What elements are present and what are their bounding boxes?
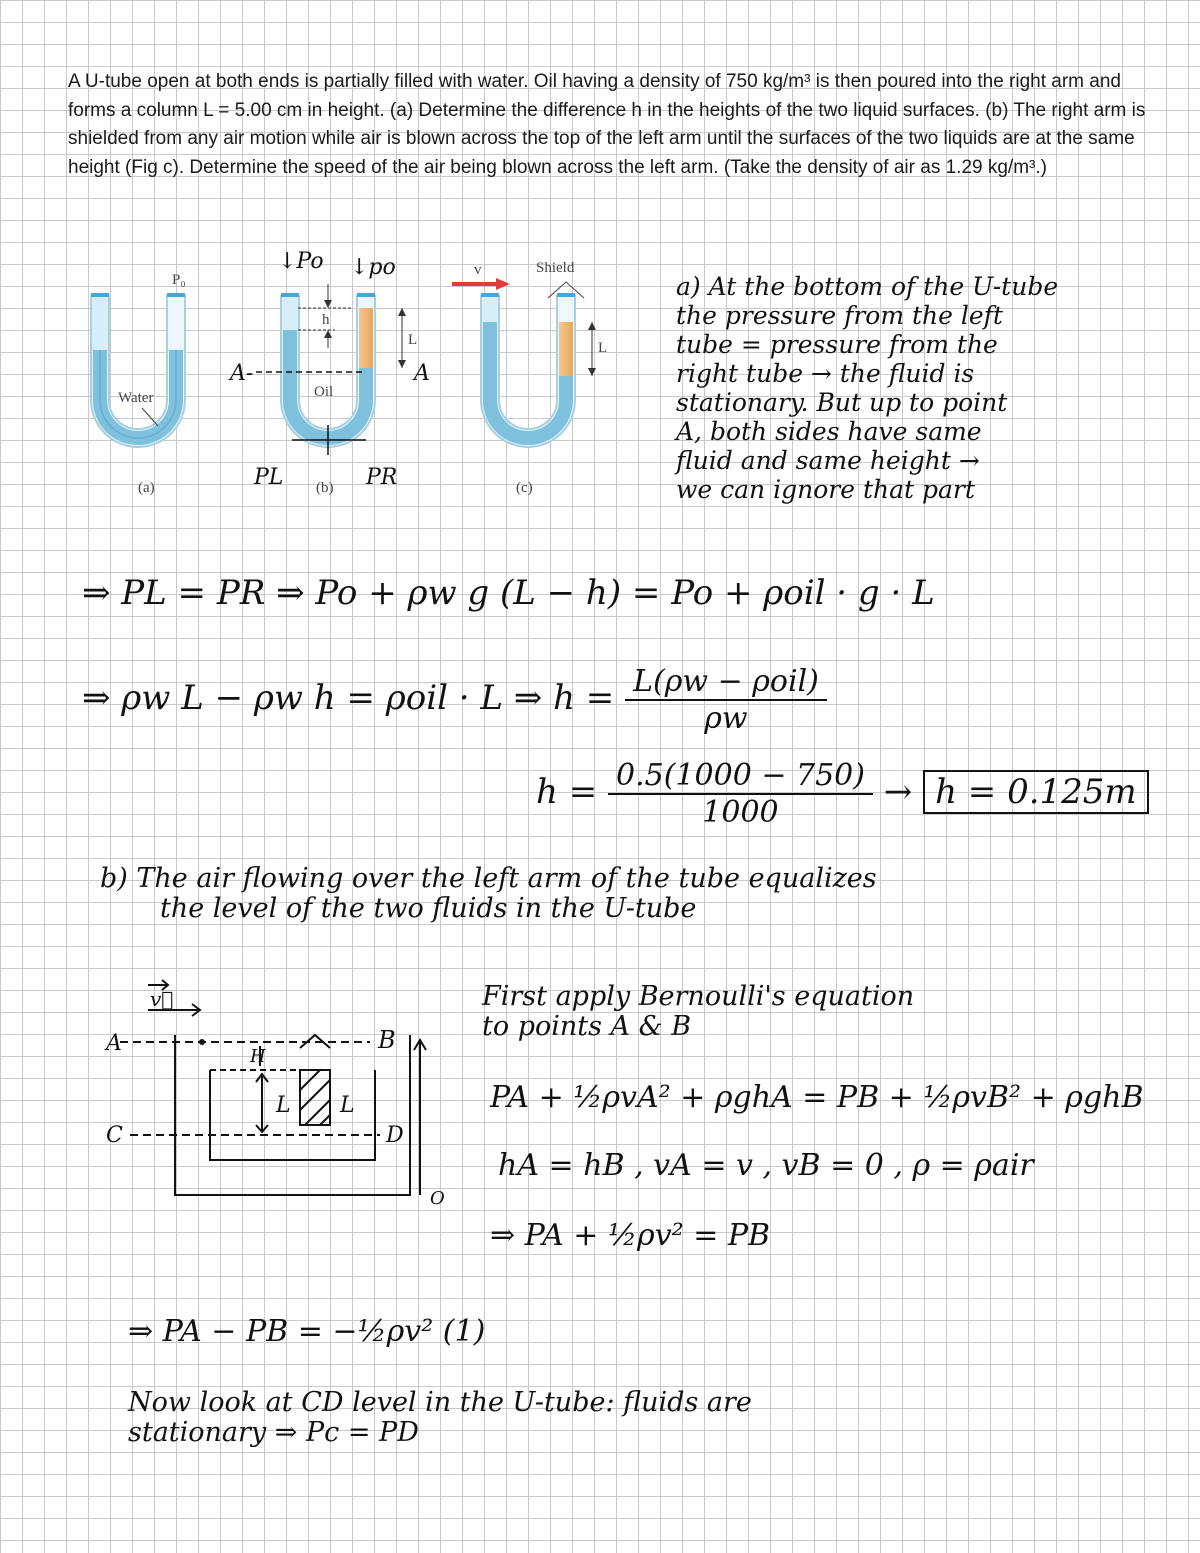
- equation-pressure-difference: ⇒ PA − PB = −½ρv² (1): [128, 1314, 486, 1349]
- part-a-line: right tube → the fluid is: [676, 359, 975, 388]
- answer-h-boxed: h = 0.125m: [923, 770, 1149, 814]
- u-tube-sketch: [100, 970, 460, 1250]
- fig-b-L: L: [408, 332, 418, 348]
- fraction-h: [625, 664, 827, 736]
- bernoulli-intro-line: to points A & B: [482, 1011, 692, 1042]
- part-b-line: the level of the two fluids in the U-tube: [160, 893, 697, 924]
- fig-a-caption: (a): [138, 480, 155, 496]
- sketch-B: B: [378, 1026, 396, 1054]
- bernoulli-intro: [482, 982, 914, 1042]
- sketch-L-right: L: [340, 1093, 355, 1118]
- sketch-L-left: L: [276, 1093, 291, 1118]
- sketch-v: v⃗: [150, 987, 174, 1011]
- problem-statement: A U-tube open at both ends is partially filled with water. Oil having a density of 750 kg/m³ is then poured into the right arm and forms a column L = 5.00 cm in height. (a) Determine the difference h in the heights of the two liquid surfaces. (b) The right arm is shielded from any air motion while air is blown across the top of the left arm until the surfaces of the two liquids are at the same height (Fig c). Determine the speed of the air being blown across the left arm. (Take the density of air as 1.29 kg/m³.): [68, 71, 1146, 178]
- bernoulli-intro-line: First apply Bernoulli's equation: [482, 981, 915, 1012]
- fig-a-p0: P₀: [172, 272, 186, 288]
- sketch-C: C: [106, 1123, 123, 1148]
- part-a-explanation: [676, 272, 1058, 504]
- equation-simplified: ⇒ PA + ½ρv² = PB: [490, 1218, 771, 1253]
- result-arrow: →: [883, 772, 913, 812]
- cd-level-line: stationary ⇒ Pc = PD: [128, 1417, 419, 1448]
- part-a-line: A, both sides have same: [676, 417, 982, 446]
- sketch-H: H: [250, 1046, 266, 1067]
- cd-level-line: Now look at CD level in the U-tube: fluids are: [128, 1387, 752, 1418]
- sketch-O: O: [430, 1188, 445, 1209]
- part-a-line: a) At the bottom of the U-tube: [676, 272, 1059, 301]
- fraction-numerator: 0.5(1000 − 750): [608, 758, 873, 795]
- part-a-line: tube = pressure from the: [676, 330, 998, 359]
- fig-c-caption: (c): [516, 480, 533, 496]
- fig-b-PL: PL: [254, 465, 284, 490]
- fraction-h-numeric: [608, 758, 873, 830]
- fraction-denominator: ρw: [704, 701, 748, 736]
- sketch-A: A: [106, 1031, 122, 1056]
- sketch-D: D: [386, 1123, 404, 1148]
- equation-conditions: hA = hB , vA = v , vB = 0 , ρ = ρair: [498, 1148, 1034, 1183]
- tube-a: [91, 272, 186, 496]
- fraction-numerator: L(ρw − ρoil): [625, 664, 827, 701]
- fig-b-A-left: A-: [230, 361, 254, 386]
- u-tube-figure: [60, 240, 660, 520]
- fig-c-shield: Shield: [536, 260, 575, 276]
- equation-solve-h-lhs: ⇒ ρw L − ρw h = ρoil · L ⇒ h =: [82, 678, 615, 718]
- part-b-explanation: [100, 864, 877, 924]
- equation-solve-h: [82, 664, 827, 736]
- equation-pressure-balance: ⇒ PL = PR ⇒ Po + ρw g (L − h) = Po + ρoil · g · L: [82, 573, 935, 613]
- equation-h-numeric: [536, 758, 1149, 830]
- equation-h-lhs: h =: [536, 772, 598, 812]
- tube-b: [228, 249, 430, 496]
- fig-c-L: L: [598, 340, 608, 356]
- part-b-line: b) The air flowing over the left arm of the tube equalizes: [100, 863, 877, 894]
- fig-b-p0-right: ↓po: [350, 255, 396, 280]
- fig-b-A-right: A: [414, 361, 430, 386]
- part-a-line: the pressure from the left: [676, 301, 1003, 330]
- tube-c: [452, 260, 607, 496]
- fig-b-p0-left: ↓Po: [278, 249, 324, 274]
- cd-level-note: [128, 1388, 752, 1448]
- fig-a-water-label: Water: [118, 390, 154, 406]
- part-a-line: fluid and same height →: [676, 446, 980, 475]
- part-a-line: we can ignore that part: [676, 475, 975, 504]
- fig-b-caption: (b): [316, 480, 334, 496]
- fig-c-v: v: [474, 262, 482, 278]
- equation-bernoulli: PA + ½ρvA² + ρghA = PB + ½ρvB² + ρghB: [490, 1080, 1144, 1115]
- part-a-line: stationary. But up to point: [676, 388, 1008, 417]
- fig-b-oil: Oil: [314, 384, 334, 400]
- fig-b-PR: PR: [366, 465, 398, 490]
- fraction-denominator: 1000: [702, 795, 779, 830]
- fig-b-h: h: [322, 312, 330, 328]
